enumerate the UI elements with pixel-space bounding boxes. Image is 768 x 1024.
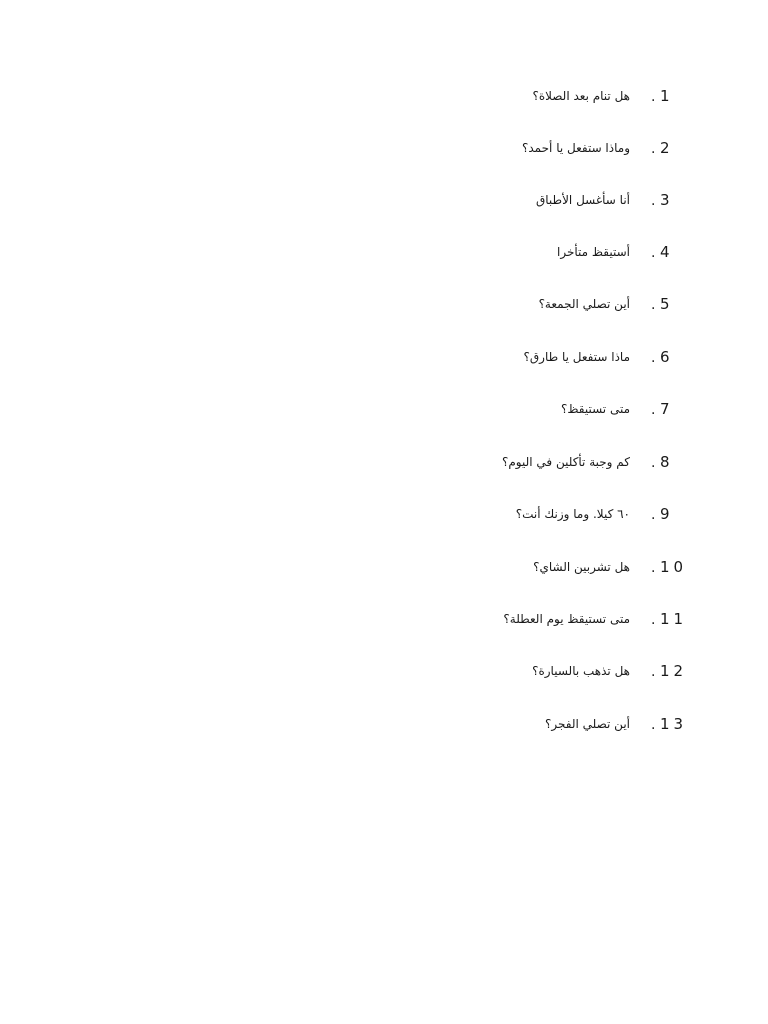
question-number: 4 <box>660 243 674 261</box>
question-separator: . <box>651 560 656 576</box>
question-text: أستيقظ متأخرا <box>557 245 630 259</box>
question-separator: . <box>651 507 656 523</box>
question-separator: . <box>651 350 656 366</box>
question-item <box>0 607 768 631</box>
question-separator: . <box>651 455 656 471</box>
question-item <box>0 292 768 316</box>
question-number: 13 <box>660 715 688 733</box>
question-number: 8 <box>660 453 674 471</box>
question-item <box>0 188 768 212</box>
question-number: 6 <box>660 348 674 366</box>
question-item <box>0 136 768 160</box>
question-text: وماذا ستفعل يا أحمد؟ <box>522 141 630 155</box>
question-number: 5 <box>660 295 674 313</box>
question-number: 2 <box>660 139 674 157</box>
question-item <box>0 240 768 264</box>
question-text: أين تصلي الفجر؟ <box>545 717 630 731</box>
question-item <box>0 450 768 474</box>
question-text: أين تصلي الجمعة؟ <box>538 297 630 311</box>
question-text: كم وجبة تأكلين في اليوم؟ <box>501 455 630 469</box>
question-separator: . <box>651 612 656 628</box>
question-text: هل تنام بعد الصلاة؟ <box>532 89 630 103</box>
question-separator: . <box>651 717 656 733</box>
question-text: متى تستيقظ؟ <box>561 402 630 416</box>
question-item <box>0 659 768 683</box>
question-separator: . <box>651 297 656 313</box>
question-separator: . <box>651 245 656 261</box>
question-number: 3 <box>660 191 674 209</box>
question-text: ماذا ستفعل يا طارق؟ <box>523 350 630 364</box>
question-separator: . <box>651 193 656 209</box>
question-text: أنا سأغسل الأطباق <box>535 193 630 207</box>
question-number: 1 <box>660 87 674 105</box>
question-text: هل تشربين الشاي؟ <box>533 560 630 574</box>
question-separator: . <box>651 89 656 105</box>
question-separator: . <box>651 664 656 680</box>
question-separator: . <box>651 402 656 418</box>
question-text: ٦٠ كيلا. وما وزنك أنت؟ <box>515 507 630 521</box>
question-number: 9 <box>660 505 674 523</box>
question-number: 10 <box>660 558 688 576</box>
question-item <box>0 84 768 108</box>
question-text: هل تذهب بالسيارة؟ <box>532 664 630 678</box>
question-item <box>0 397 768 421</box>
question-number: 7 <box>660 400 674 418</box>
question-item <box>0 502 768 526</box>
question-item <box>0 345 768 369</box>
question-number: 12 <box>660 662 688 680</box>
question-item <box>0 712 768 736</box>
question-item <box>0 555 768 579</box>
question-separator: . <box>651 141 656 157</box>
question-number: 11 <box>660 610 688 628</box>
question-text: متى تستيقظ يوم العطلة؟ <box>503 612 630 626</box>
